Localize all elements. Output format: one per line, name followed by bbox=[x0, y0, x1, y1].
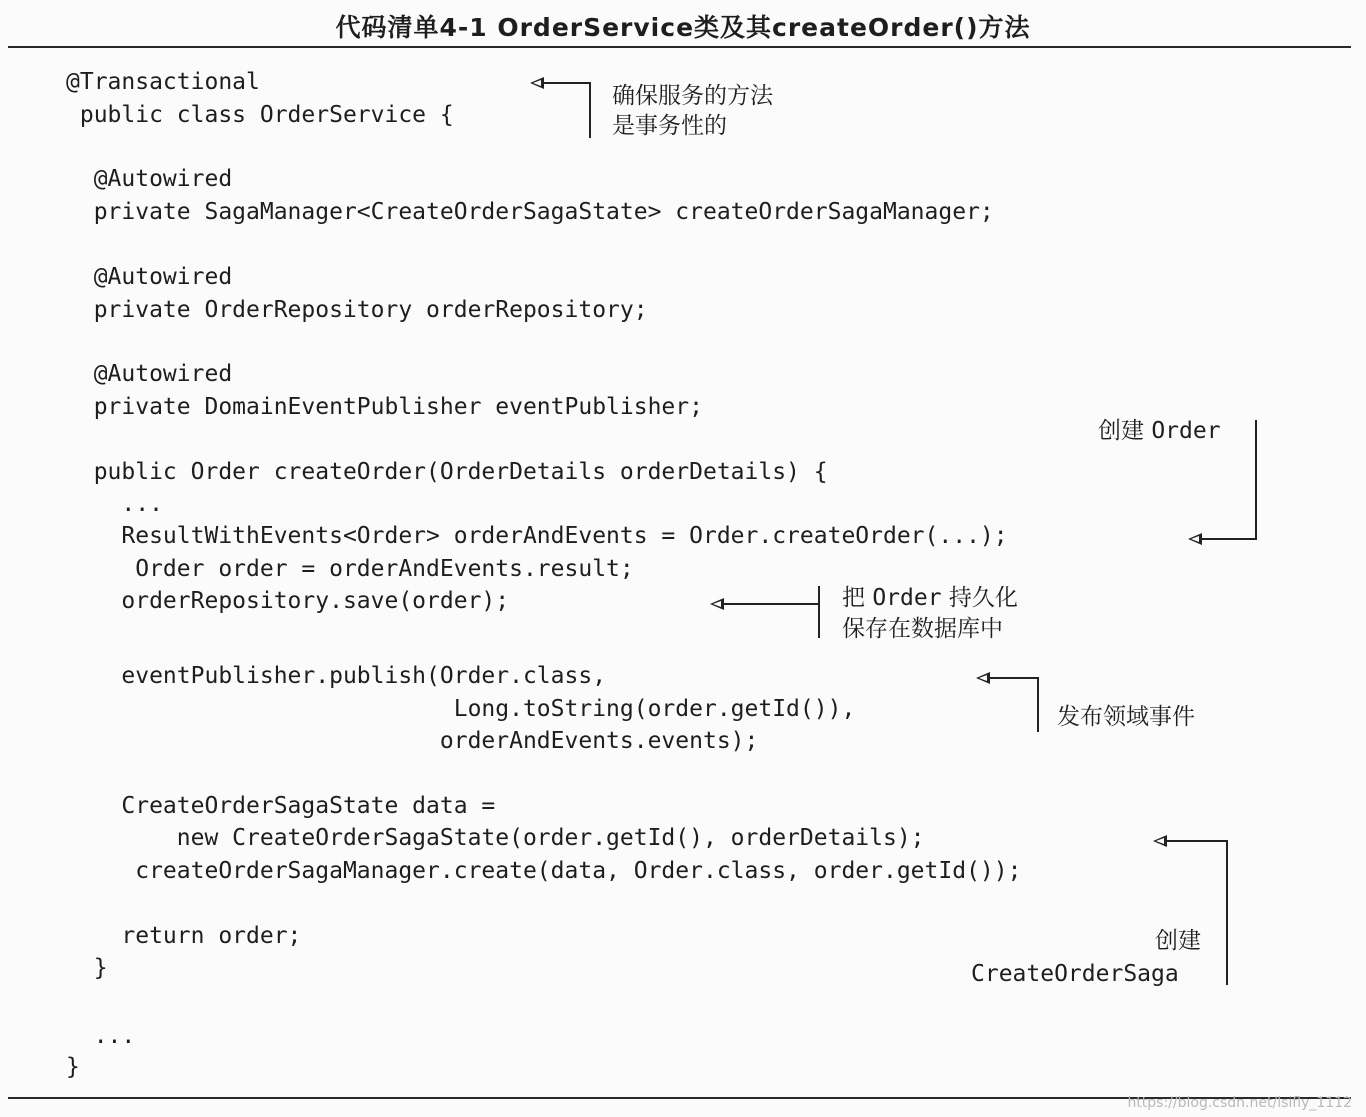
code-line: private OrderRepository orderRepository; bbox=[66, 297, 648, 323]
code-line: public class OrderService { bbox=[66, 102, 454, 128]
code-line: return order; bbox=[66, 923, 302, 949]
listing-title: 代码清单4-1 OrderService类及其createOrder()方法 bbox=[335, 13, 1031, 42]
callout-text: 创建 Order bbox=[1098, 418, 1221, 444]
callout-bracket bbox=[1226, 840, 1228, 985]
code-line: Long.toString(order.getId()), bbox=[66, 696, 856, 722]
code-line: ... bbox=[66, 1023, 136, 1049]
callout-leader bbox=[988, 677, 1038, 679]
code-line: createOrderSagaManager.create(data, Order.class, order.getId()); bbox=[66, 858, 1022, 884]
code-line: public Order createOrder(OrderDetails orderDetails) { bbox=[66, 459, 828, 485]
callout-bracket bbox=[589, 82, 591, 138]
code-line: @Autowired bbox=[66, 166, 233, 192]
code-line: ResultWithEvents<Order> orderAndEvents = Order.createOrder(...); bbox=[66, 523, 1008, 549]
code-line: orderAndEvents.events); bbox=[66, 728, 759, 754]
callout-bracket bbox=[1255, 420, 1257, 540]
code-line: @Autowired bbox=[66, 361, 233, 387]
top-rule bbox=[8, 46, 1351, 48]
code-line: new CreateOrderSagaState(order.getId(), orderDetails); bbox=[66, 825, 925, 851]
callout-bracket bbox=[818, 586, 820, 638]
code-line: } bbox=[66, 955, 108, 981]
callout-leader bbox=[542, 82, 590, 84]
watermark: https://blog.csdn.net/lsifly_1112 bbox=[1127, 1095, 1352, 1111]
callout-text-line: 保存在数据库中 bbox=[842, 616, 1003, 642]
callout-text-line: 是事务性的 bbox=[612, 113, 727, 139]
arrow-left-icon bbox=[1188, 533, 1202, 545]
code-line: eventPublisher.publish(Order.class, bbox=[66, 663, 607, 689]
code-line: @Transactional bbox=[66, 69, 260, 95]
callout-leader bbox=[1165, 840, 1227, 842]
callout-text: 发布领域事件 bbox=[1057, 704, 1195, 730]
code-line: Order order = orderAndEvents.result; bbox=[66, 556, 634, 582]
callout-text-line: CreateOrderSaga bbox=[971, 961, 1179, 987]
code-line: @Autowired bbox=[66, 264, 233, 290]
code-line: private DomainEventPublisher eventPublisher; bbox=[66, 394, 703, 420]
callout-text-line: 把 Order 持久化 bbox=[842, 585, 1018, 611]
code-line: private SagaManager<CreateOrderSagaState> createOrderSagaManager; bbox=[66, 199, 994, 225]
callout-leader bbox=[722, 603, 819, 605]
callout-bracket bbox=[1037, 677, 1039, 732]
code-line: orderRepository.save(order); bbox=[66, 588, 510, 614]
code-line: CreateOrderSagaState data = bbox=[66, 793, 496, 819]
callout-text-line: 创建 bbox=[1155, 928, 1201, 954]
code-line: ... bbox=[66, 491, 163, 517]
callout-leader bbox=[1200, 538, 1257, 540]
code-line: } bbox=[66, 1054, 80, 1080]
callout-text-line: 确保服务的方法 bbox=[612, 83, 773, 109]
